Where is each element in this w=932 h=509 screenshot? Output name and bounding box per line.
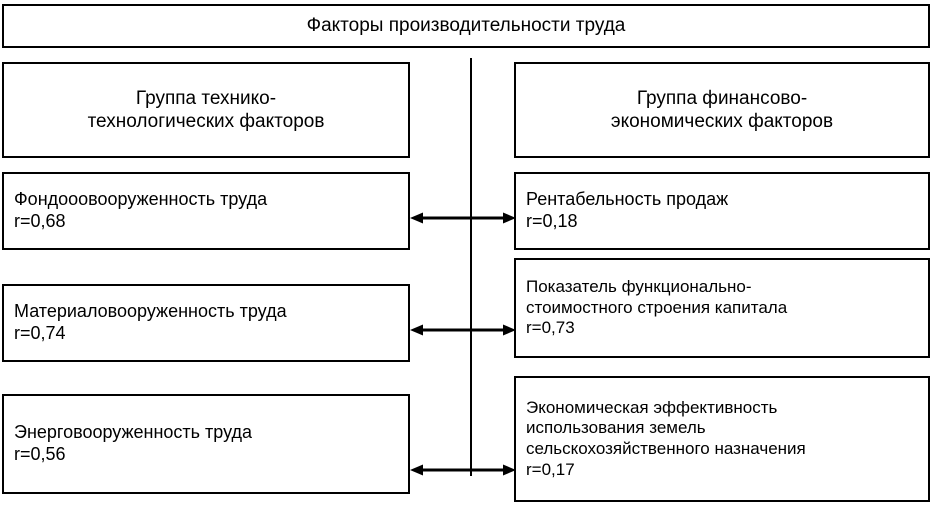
right-factor-line2-3: использования земель [526, 418, 706, 438]
right-factor-correlation-3: r=0,17 [526, 459, 575, 479]
right-group-header-line2: экономических факторов [610, 111, 834, 132]
left-factor-box-2 [2, 284, 410, 362]
right-group-header-line1: Группа финансово- [636, 87, 808, 109]
left-factor-correlation-3: r=0,56 [14, 444, 66, 464]
left-group-header-box [2, 62, 410, 158]
left-factor-name-1: Фондооовооруженность труда [14, 189, 268, 210]
left-group-header-line1: Группа технико- [135, 87, 277, 109]
right-factor-line3-3: сельскохозяйственного назначения [526, 439, 806, 458]
left-factor-name-3: Энерговооруженность труда [14, 422, 253, 443]
left-factor-box-3 [2, 394, 410, 494]
right-factor-line2-2: стоимостного строения капитала [526, 297, 788, 317]
connector-arrow-3 [410, 464, 516, 476]
left-factor-correlation-1: r=0,68 [14, 211, 66, 231]
page-title: Факторы производительности труда [306, 15, 626, 37]
left-factor-box-1 [2, 172, 410, 250]
diagram-title-box [2, 4, 930, 48]
right-factor-correlation-2: r=0,73 [526, 318, 575, 338]
right-group-header-box [514, 62, 930, 158]
right-factor-box-3 [514, 376, 930, 502]
right-factor-box-1 [514, 172, 930, 250]
connector-arrow-1 [410, 212, 516, 224]
left-factor-correlation-2: r=0,74 [14, 323, 66, 343]
double-arrow-icon [410, 324, 516, 336]
right-factor-line1-1: Рентабельность продаж [526, 189, 729, 210]
connector-arrow-2 [410, 324, 516, 336]
left-group-header-line2: технологических факторов [87, 111, 325, 132]
double-arrow-icon [410, 464, 516, 476]
center-divider [470, 58, 472, 476]
right-factor-line1-2: Показатель функционально- [526, 276, 752, 296]
right-factor-box-2 [514, 258, 930, 358]
double-arrow-icon [410, 212, 516, 224]
left-factor-name-2: Материаловооруженность труда [14, 301, 287, 322]
right-factor-correlation-1: r=0,18 [526, 211, 578, 231]
right-factor-line1-3: Экономическая эффективность [526, 397, 778, 417]
